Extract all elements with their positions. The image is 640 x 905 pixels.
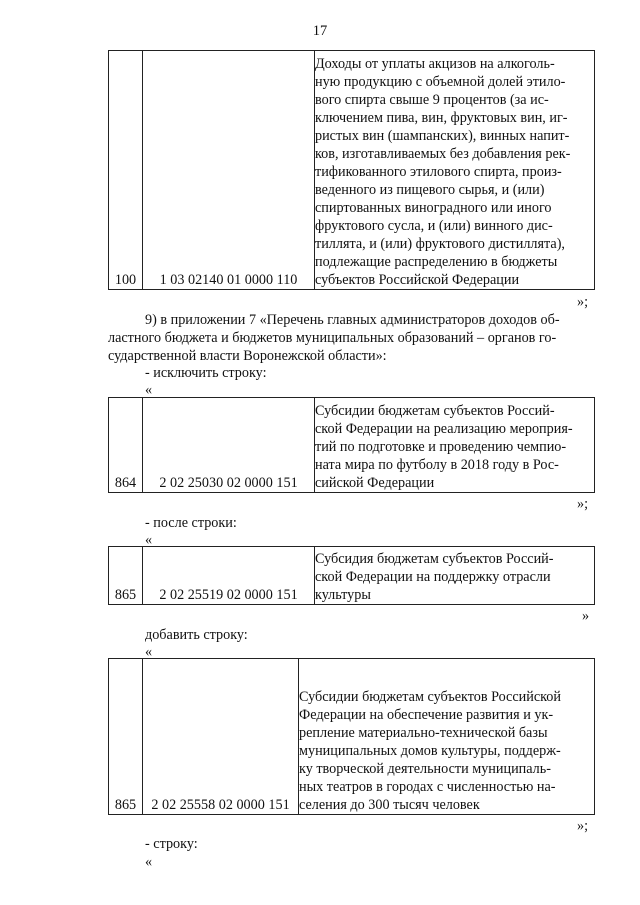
opening-quote: « xyxy=(145,644,153,660)
instruction-add: добавить строку: xyxy=(145,627,248,643)
description-line: Субсидии бюджетам субъектов Россий- xyxy=(315,403,555,419)
description-line: муниципальных домов культуры, поддерж- xyxy=(299,743,561,759)
instruction-row: - строку: xyxy=(145,836,198,852)
description-line: фруктового сусла, и (или) винного дис- xyxy=(315,218,553,234)
description-line: ключением пива, вин, фруктовых вин, иг- xyxy=(315,110,568,126)
description-cell xyxy=(315,547,595,605)
instruction-after: - после строки: xyxy=(145,515,237,531)
opening-quote: « xyxy=(145,382,153,398)
description-cell xyxy=(299,659,595,815)
table-row xyxy=(109,51,595,290)
description-line: репление материально-технической базы xyxy=(299,725,548,741)
description-line: культуры xyxy=(315,587,371,603)
admin-code-cell: 100 xyxy=(109,51,143,290)
table-row xyxy=(109,398,595,493)
description-line: тиллята, и (или) фруктового дистиллята), xyxy=(315,236,565,252)
description-line: веденного из пищевого сырья, и (или) xyxy=(315,182,545,198)
description-line: Федерации на обеспечение развития и ук- xyxy=(299,707,554,723)
instruction-exclude: - исключить строку: xyxy=(145,365,267,381)
description-line: ната мира по футболу в 2018 году в Рос- xyxy=(315,457,559,473)
revenue-code-cell: 2 02 25519 02 0000 151 xyxy=(143,547,315,605)
description-line: Субсидии бюджетам субъектов Российской xyxy=(299,689,561,705)
paragraph-line: 9) в приложении 7 «Перечень главных администраторов доходов об- xyxy=(145,312,560,328)
description-line: тификованного этилового спирта, произ- xyxy=(315,164,562,180)
admin-code-cell: 865 xyxy=(109,547,143,605)
description-line: Доходы от уплаты акцизов на алкоголь- xyxy=(315,56,555,72)
description-line: сийской Федерации xyxy=(315,475,435,491)
description-line: селения до 300 тысяч человек xyxy=(299,797,480,813)
revenue-code-cell: 2 02 25030 02 0000 151 xyxy=(143,398,315,493)
closing-quote: »; xyxy=(577,294,589,310)
description-line: субъектов Российской Федерации xyxy=(315,272,520,288)
revenue-table-row-2 xyxy=(108,397,595,493)
revenue-code-cell: 2 02 25558 02 0000 151 xyxy=(143,659,299,815)
description-line: ных театров в городах с численностью на- xyxy=(299,779,556,795)
description-cell xyxy=(315,51,595,290)
opening-quote: « xyxy=(145,854,153,870)
page-number: 17 xyxy=(312,23,328,39)
closing-quote: »; xyxy=(577,496,589,512)
description-cell xyxy=(315,398,595,493)
description-line: Субсидия бюджетам субъектов Россий- xyxy=(315,551,554,567)
description-line: подлежащие распределению в бюджеты xyxy=(315,254,558,270)
opening-quote: « xyxy=(145,532,153,548)
table-row xyxy=(109,659,595,815)
paragraph-line: сударственной власти Воронежской области»: xyxy=(108,348,387,364)
description-line: ку творческой деятельности муниципаль- xyxy=(299,761,551,777)
revenue-table-row-1 xyxy=(108,50,595,290)
description-line: ную продукцию с объемной долей этило- xyxy=(315,74,566,90)
revenue-table-row-4 xyxy=(108,658,595,815)
paragraph-line: ластного бюджета и бюджетов муниципальных образований – органов го- xyxy=(108,330,557,346)
admin-code-cell: 864 xyxy=(109,398,143,493)
table-row xyxy=(109,547,595,605)
description-line: ской Федерации на поддержку отрасли xyxy=(315,569,551,585)
description-line: спиртованных виноградного или иного xyxy=(315,200,552,216)
admin-code-cell: 865 xyxy=(109,659,143,815)
description-line: ской Федерации на реализацию мероприя- xyxy=(315,421,573,437)
revenue-code-cell: 1 03 02140 01 0000 110 xyxy=(143,51,315,290)
revenue-table-row-3 xyxy=(108,546,595,605)
description-line: тий по подготовке и проведению чемпио- xyxy=(315,439,567,455)
closing-quote: » xyxy=(582,608,590,624)
description-line: вого спирта свыше 9 процентов (за ис- xyxy=(315,92,549,108)
closing-quote: »; xyxy=(577,818,589,834)
description-line: ков, изготавливаемых без добавления рек- xyxy=(315,146,571,162)
description-line: ристых вин (шампанских), винных напит- xyxy=(315,128,570,144)
